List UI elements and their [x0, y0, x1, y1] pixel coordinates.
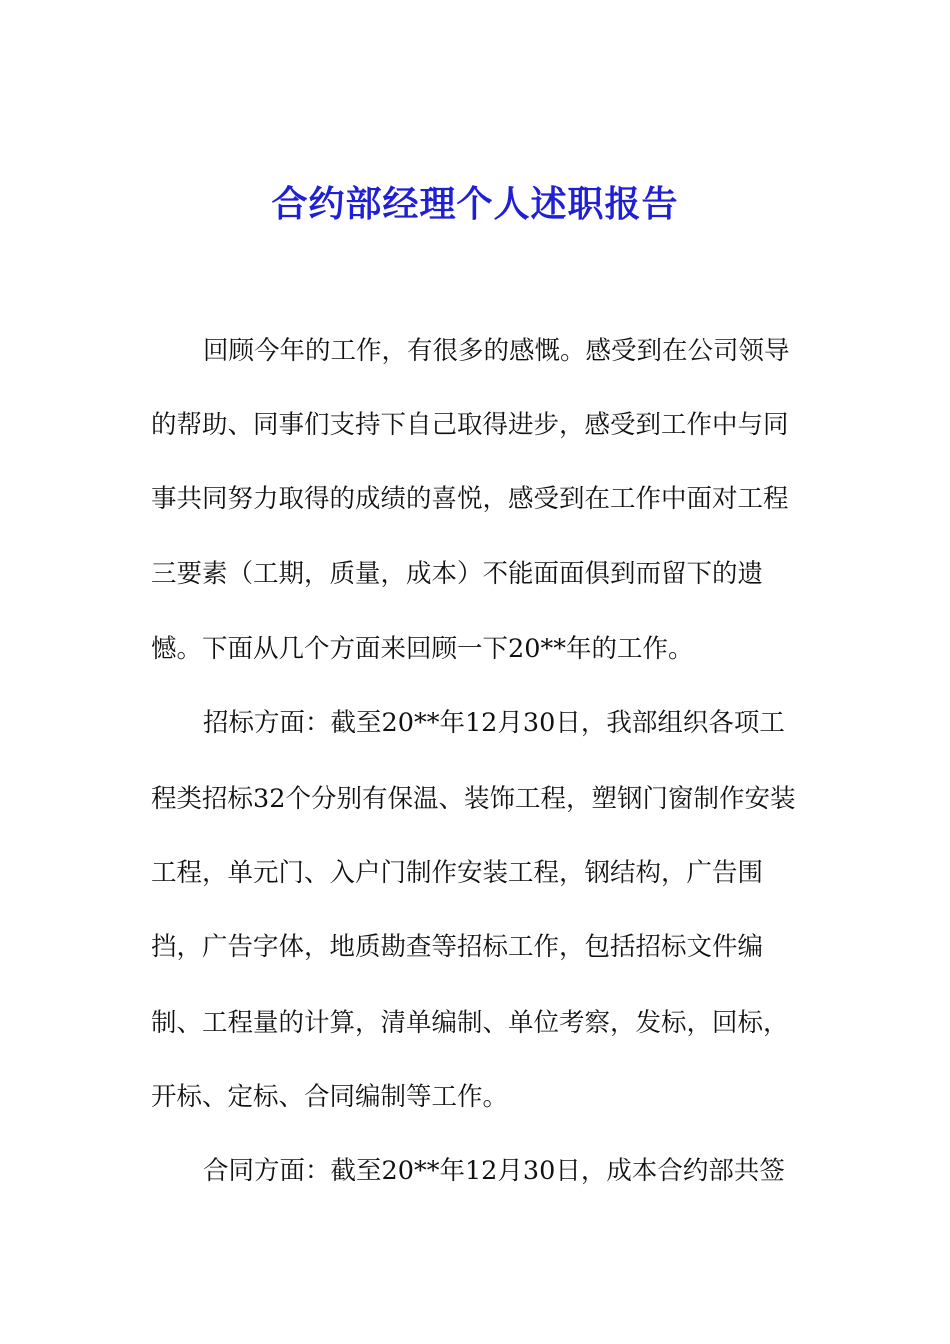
paragraph-1-line-5: 憾。下面从几个方面来回顾一下20**年的工作。	[151, 634, 694, 664]
paragraph-1-line-2: 的帮助、同事们支持下自己取得进步，感受到工作中与同	[151, 410, 789, 440]
paragraph-2-line-4: 挡，广告字体，地质勘查等招标工作，包括招标文件编	[151, 932, 764, 962]
paragraph-2-line-3: 工程，单元门、入户门制作安装工程，钢结构，广告围	[151, 858, 764, 888]
paragraph-1-line-4: 三要素（工期，质量，成本）不能面面俱到而留下的遗	[151, 559, 764, 589]
paragraph-2-line-5: 制、工程量的计算，清单编制、单位考察，发标，回标，	[151, 1008, 789, 1038]
paragraph-1-line-3: 事共同努力取得的成绩的喜悦，感受到在工作中面对工程	[151, 484, 789, 514]
paragraph-2-line-2: 程类招标32个分别有保温、装饰工程，塑钢门窗制作安装	[151, 784, 796, 814]
paragraph-1-line-1: 回顾今年的工作，有很多的感慨。感受到在公司领导	[203, 336, 790, 366]
paragraph-2-line-6: 开标、定标、合同编制等工作。	[151, 1082, 509, 1112]
document-title: 合约部经理个人述职报告	[271, 183, 679, 225]
paragraph-2-line-1: 招标方面：截至20**年12月30日，我部组织各项工	[203, 708, 785, 738]
paragraph-3-line-1: 合同方面：截至20**年12月30日，成本合约部共签	[203, 1156, 785, 1186]
